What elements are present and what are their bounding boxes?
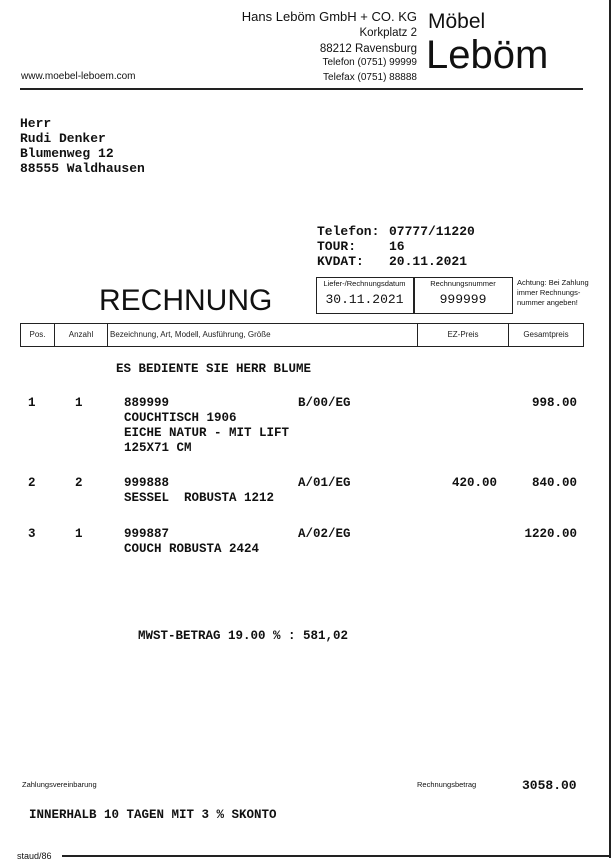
invoice-title: RECHNUNG — [99, 284, 273, 317]
form-code: staud/86 — [17, 851, 52, 861]
payment-note-line: immer Rechnungs- — [517, 288, 581, 297]
meta-tour-value: 16 — [389, 239, 405, 254]
company-name: Hans Leböm GmbH + CO. KG — [241, 9, 417, 24]
payment-terms: INNERHALB 10 TAGEN MIT 3 % SKONTO — [29, 808, 277, 822]
page-frame-right — [609, 0, 611, 858]
company-fax: Telefax (0751) 88888 — [323, 72, 417, 83]
item-pos: 2 — [28, 476, 36, 490]
item-detail: EICHE NATUR - MIT LIFT — [124, 426, 290, 440]
item-qty: 1 — [75, 396, 83, 410]
item-article: 999887 — [124, 527, 170, 541]
invoice-number-value: 999999 — [439, 292, 487, 307]
item-code: B/00/EG — [298, 396, 351, 410]
company-street: Korkplatz 2 — [359, 27, 417, 39]
payment-note-line: Achtung: Bei Zahlung — [517, 278, 589, 287]
item-code: A/02/EG — [298, 527, 351, 541]
header-pos: Pos. — [20, 323, 55, 347]
meta-tour-label: TOUR: — [317, 239, 357, 254]
meta-phone-value: 07777/11220 — [389, 224, 475, 239]
vat-line: MWST-BETRAG 19.00 % : 581,02 — [138, 629, 349, 643]
item-unit-price: 420.00 — [451, 476, 497, 490]
item-code: A/01/EG — [298, 476, 351, 490]
served-by: ES BEDIENTE SIE HERR BLUME — [116, 362, 312, 376]
company-phone: Telefon (0751) 99999 — [322, 57, 417, 68]
recipient-city: 88555 Waldhausen — [20, 161, 145, 176]
meta-kvdat-value: 20.11.2021 — [389, 254, 468, 269]
item-detail: 125X71 CM — [124, 441, 192, 455]
page-frame-bottom — [62, 855, 611, 857]
item-qty: 1 — [75, 527, 83, 541]
header-unit-price: EZ-Preis — [417, 323, 509, 347]
recipient-name: Rudi Denker — [20, 131, 106, 146]
invoice-date-value: 30.11.2021 — [325, 292, 404, 307]
invoice-date-label: Liefer-/Rechnungsdatum — [323, 279, 406, 288]
invoice-date-box — [316, 277, 414, 314]
recipient-street: Blumenweg 12 — [20, 146, 114, 161]
invoice-number-label: Rechnungsnummer — [430, 279, 496, 288]
logo-text-bottom: Leböm — [426, 33, 549, 77]
logo-text-top: Möbel — [428, 10, 486, 33]
company-city: 88212 Ravensburg — [319, 43, 417, 55]
item-detail: COUCH ROBUSTA 2424 — [124, 542, 260, 556]
item-detail: SESSEL ROBUSTA 1212 — [124, 491, 275, 505]
meta-kvdat-label: KVDAT: — [317, 254, 364, 269]
header-total: Gesamtpreis — [508, 323, 584, 347]
item-article: 999888 — [124, 476, 170, 490]
payment-note — [517, 278, 589, 308]
item-total: 840.00 — [531, 476, 577, 490]
invoice-amount-label: Rechnungsbetrag — [417, 780, 477, 789]
meta-phone-label: Telefon: — [317, 224, 380, 239]
letterhead-divider — [20, 88, 583, 90]
item-pos: 1 — [28, 396, 36, 410]
recipient-salutation: Herr — [20, 116, 52, 131]
item-article: 889999 — [124, 396, 170, 410]
item-total: 1220.00 — [524, 527, 577, 541]
header-description: Bezeichnung, Art, Modell, Ausführung, Größe — [107, 323, 418, 347]
item-detail: COUCHTISCH 1906 — [124, 411, 237, 425]
invoice-amount-value: 3058.00 — [522, 778, 577, 793]
invoice-number-box — [414, 277, 513, 314]
item-pos: 3 — [28, 527, 36, 541]
item-qty: 2 — [75, 476, 83, 490]
payment-terms-label: Zahlungsvereinbarung — [22, 780, 97, 789]
company-website[interactable]: www.moebel-leboem.com — [21, 71, 136, 82]
item-total: 998.00 — [531, 396, 577, 410]
header-qty: Anzahl — [54, 323, 108, 347]
payment-note-line: nummer angeben! — [517, 298, 578, 307]
